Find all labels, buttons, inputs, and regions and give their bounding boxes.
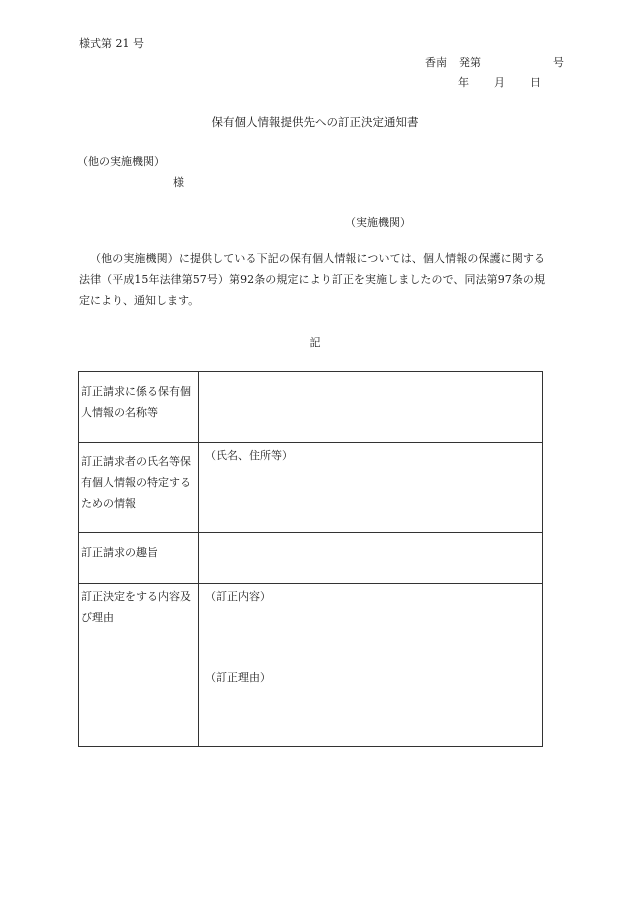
document-title: 保有個人情報提供先への訂正決定通知書: [211, 115, 419, 129]
issue-number-line: [425, 57, 564, 68]
row-value-info-name: [199, 372, 543, 443]
row-label-requester-info: 訂正請求者の氏名等保有個人情報の特定するための情報: [79, 443, 199, 533]
row-label-request-purpose: 訂正請求の趣旨: [79, 533, 199, 584]
issuer-name: 香南: [425, 56, 447, 69]
form-number: 様式第 21 号: [79, 37, 144, 50]
ki-heading: 記: [309, 336, 321, 349]
date-month: 月: [494, 76, 505, 89]
date-day: 日: [530, 76, 541, 89]
row-value-decision-content: [199, 584, 543, 747]
table-row: [79, 443, 543, 533]
row-value-request-purpose: [199, 533, 543, 584]
correction-reason-heading: （訂正理由）: [205, 671, 271, 684]
table-row: [79, 372, 543, 443]
correction-content-heading: （訂正内容）: [205, 590, 271, 603]
date-year: 年: [458, 76, 469, 89]
implementing-org: （実施機関）: [345, 216, 411, 229]
table-row: [79, 533, 543, 584]
recipient-honorific: 様: [173, 176, 184, 189]
issue-number-suffix: 号: [553, 56, 564, 69]
row-value-requester-info: （氏名、住所等）: [199, 443, 543, 533]
recipient-org: （他の実施機関）: [77, 155, 165, 168]
row-label-decision-content: 訂正決定をする内容及び理由: [79, 584, 199, 747]
issue-number-prefix: 発第: [459, 56, 481, 69]
issue-date-line: [458, 77, 541, 88]
row-label-info-name: 訂正請求に係る保有個人情報の名称等: [79, 372, 199, 443]
body-paragraph: （他の実施機関）に提供している下記の保有個人情報については、個人情報の保護に関する法律（平成15年法律第57号）第92条の規定により訂正を実施しましたので、同法第97条の規定により、通知します。: [79, 252, 545, 307]
record-table: [78, 371, 543, 747]
table-row: [79, 584, 543, 747]
